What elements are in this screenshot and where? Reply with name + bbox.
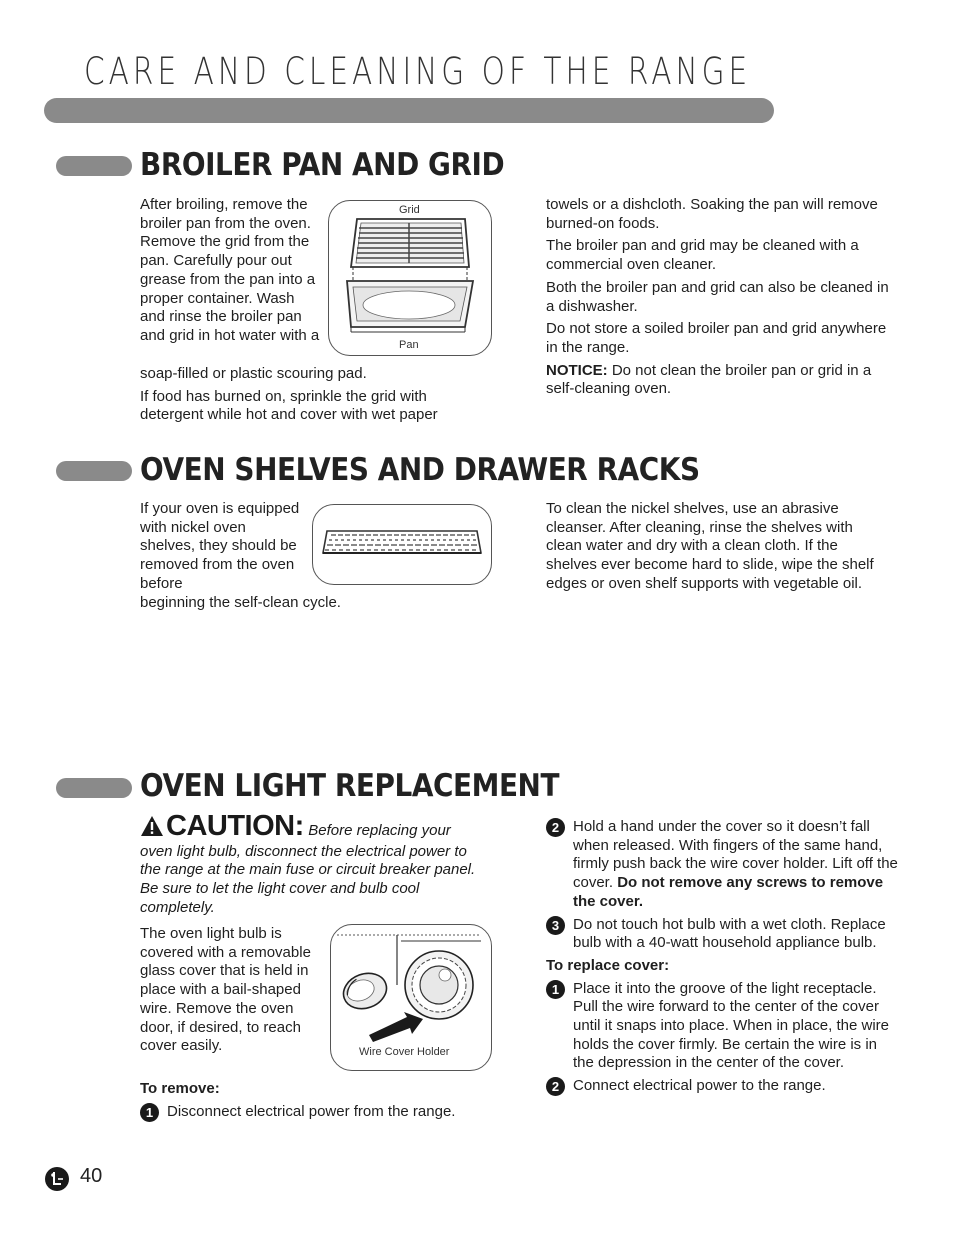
section-title-light: OVEN LIGHT REPLACEMENT (140, 768, 560, 804)
step-text: Place it into the groove of the light receptacle. Pull the wire forward to the center of the cover until it snaps into place. When in place, the wire holds the cover firmly. Be certain the wire is in the depression in the center of the cover. (573, 979, 890, 1072)
step-number-badge: 3 (546, 916, 565, 935)
step-text: Connect electrical power to the range. (573, 1077, 826, 1095)
broiler-notice (546, 362, 896, 399)
remove-step-1 (140, 1103, 490, 1122)
broiler-paragraph: Do not store a soiled broiler pan and grid anywhere in the range. (546, 320, 887, 356)
step-number-badge: 1 (546, 980, 565, 999)
broiler-paragraph: soap-filled or plastic scouring pad. (140, 365, 367, 382)
section-marker (56, 156, 132, 176)
step-warning-text: Do not remove any screws to remove the cover. (573, 874, 884, 910)
shelves-left-column (140, 594, 470, 617)
section-marker (56, 778, 132, 798)
caution-label: CAUTION: (166, 810, 304, 842)
page-number: 40 (80, 1165, 103, 1187)
oven-shelf-illustration (313, 505, 491, 584)
shelves-left-wrapped (140, 500, 300, 598)
shelves-right-column (546, 500, 891, 598)
wire-cover-holder-label: Wire Cover Holder (359, 1046, 450, 1058)
caution-paragraph (140, 810, 485, 918)
replace-step-2 (546, 1077, 898, 1096)
section-title-shelves: OVEN SHELVES AND DRAWER RACKS (140, 452, 700, 488)
broiler-right-column (546, 196, 896, 403)
step-text: Disconnect electrical power from the range. (167, 1102, 456, 1120)
broiler-left-wrapped (140, 196, 320, 350)
remove-steps-left (140, 1080, 490, 1126)
pan-label: Pan (399, 339, 419, 351)
oven-shelf-figure (312, 504, 492, 585)
notice-label: NOTICE: (546, 361, 608, 379)
shelves-paragraph: If your oven is equipped with nickel oven shelves, they should be removed from the oven before (140, 500, 300, 592)
to-remove-heading: To remove: (140, 1080, 220, 1097)
replace-step-1 (546, 980, 898, 1074)
broiler-paragraph: If food has burned on, sprinkle the grid with detergent while hot and cover with wet paper (140, 387, 438, 424)
broiler-paragraph: The broiler pan and grid may be cleaned with a commercial oven cleaner. (546, 237, 859, 274)
caution-block (140, 810, 485, 918)
notice-text: Do not clean the broiler pan or grid in a self-cleaning oven. (546, 361, 872, 398)
light-right-column (546, 818, 898, 1100)
broiler-pan-figure (328, 200, 492, 356)
remove-step-3 (546, 916, 898, 953)
shelves-paragraph: beginning the self-clean cycle. (140, 594, 341, 611)
step-number-badge: 2 (546, 818, 565, 837)
lg-logo-icon (44, 1166, 70, 1192)
section-title-broiler: BROILER PAN AND GRID (140, 147, 505, 183)
broiler-left-column (140, 365, 475, 429)
remove-step-2 (546, 818, 898, 912)
grid-label: Grid (399, 204, 420, 216)
shelves-paragraph: To clean the nickel shelves, use an abrasive cleanser. After cleaning, rinse the shelves with clean water and dry with a clean cloth. If the shelves ever become hard to slide, wipe the shelf edges or oven shelf supports with vegetable oil. (546, 500, 874, 592)
broiler-paragraph: After broiling, remove the broiler pan from the oven. Remove the grid from the pan. Carefully pour out grease from the pan into a proper container. Wash and rinse the broiler pan and grid in hot water with a (140, 196, 320, 344)
broiler-pan-illustration (329, 201, 491, 355)
step-text (573, 818, 898, 912)
title-bar (44, 98, 774, 123)
caution-text: Before replacing your oven light bulb, disconnect the electrical power to the range at the main fuse or circuit breaker panel. Be sure to let the light cover and bulb cool completely. (140, 822, 476, 916)
step-text: Do not touch hot bulb with a wet cloth. Replace bulb with a 40-watt household appliance bulb. (573, 915, 886, 952)
to-replace-heading: To replace cover: (546, 956, 670, 974)
step-number-badge: 2 (546, 1077, 565, 1096)
light-intro (140, 925, 320, 1060)
warning-icon (140, 815, 164, 843)
broiler-paragraph: Both the broiler pan and grid can also be cleaned in a dishwasher. (546, 278, 889, 315)
section-marker (56, 461, 132, 481)
page-title: CARE AND CLEANING OF THE RANGE (84, 50, 752, 93)
step-text-part: Hold a hand under the cover so it doesn’t fall when released. With fingers of the same hand, firmly push back the wire cover holder. Lift off the cover. (573, 818, 898, 892)
broiler-paragraph: towels or a dishcloth. Soaking the pan will remove burned-on foods. (546, 196, 878, 232)
light-intro-text: The oven light bulb is covered with a removable glass cover that is held in place with a bail-shaped wire. Remove the oven door, if desired, to reach cover easily. (140, 925, 311, 1055)
step-number-badge: 1 (140, 1103, 159, 1122)
oven-light-figure (330, 924, 492, 1071)
